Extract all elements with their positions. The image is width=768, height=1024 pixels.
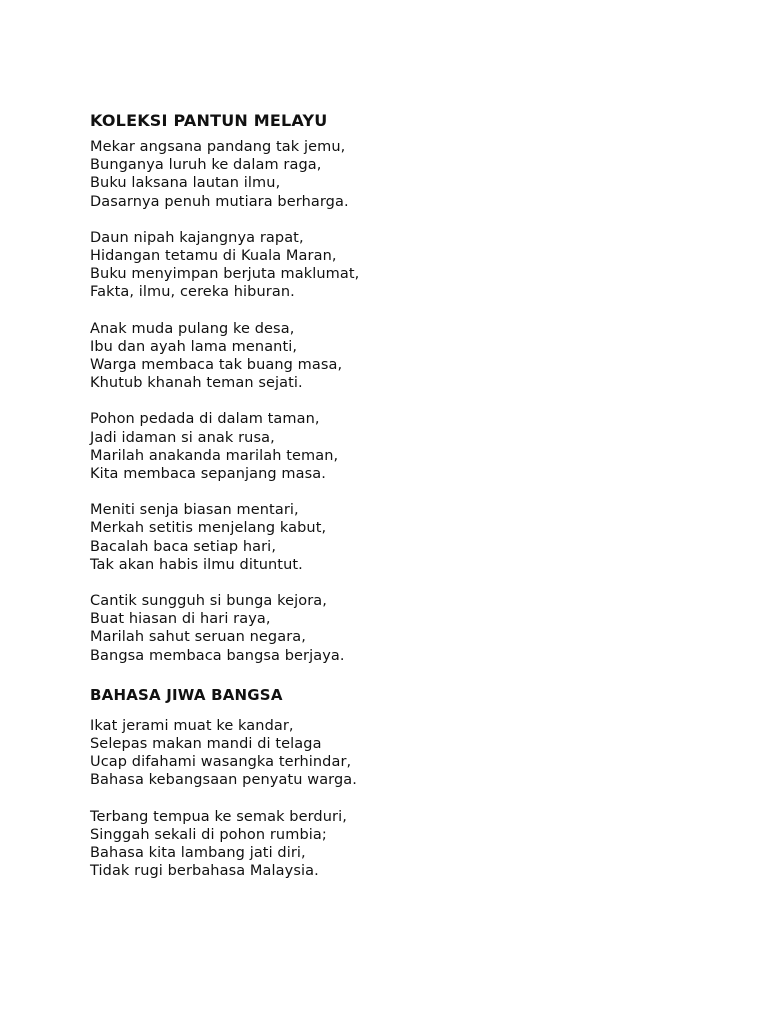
pantun-line: Pohon pedada di dalam taman, <box>90 411 320 428</box>
document-page <box>90 107 730 899</box>
pantun-stanza-6 <box>90 592 730 665</box>
section-title-bahasa-jiwa-bangsa: BAHASA JIWA BANGSA <box>90 685 283 704</box>
pantun-line: Marilah anakanda marilah teman, <box>90 447 339 464</box>
pantun-line: Bacalah baca setiap hari, <box>90 538 277 555</box>
pantun-line: Selepas makan mandi di telaga <box>90 736 322 753</box>
pantun-line: Kita membaca sepanjang masa. <box>90 466 326 483</box>
pantun-line: Mekar angsana pandang tak jemu, <box>90 139 346 155</box>
pantun-stanza-1 <box>90 138 730 211</box>
pantun-stanza-5 <box>90 501 730 574</box>
pantun-line: Cantik sungguh si bunga kejora, <box>90 593 327 610</box>
pantun-line: Buat hiasan di hari raya, <box>90 611 271 628</box>
pantun-line: Buku menyimpan berjuta maklumat, <box>90 266 360 283</box>
pantun-line: Hidangan tetamu di Kuala Maran, <box>90 248 337 265</box>
pantun-stanza-2 <box>90 229 730 302</box>
pantun-line: Daun nipah kajangnya rapat, <box>90 229 304 246</box>
pantun-stanza-8 <box>90 808 730 881</box>
pantun-line: Meniti senja biasan mentari, <box>90 502 299 519</box>
pantun-line: Khutub khanah teman sejati. <box>90 375 303 392</box>
pantun-line: Singgah sekali di pohon rumbia; <box>90 826 327 843</box>
pantun-line: Ikat jerami muat ke kandar, <box>90 717 294 734</box>
pantun-line: Merkah setitis menjelang kabut, <box>90 520 327 537</box>
pantun-line: Bunganya luruh ke dalam raga, <box>90 157 322 174</box>
pantun-line: Buku laksana lautan ilmu, <box>90 175 281 192</box>
pantun-line: Terbang tempua ke semak berduri, <box>90 808 347 825</box>
pantun-stanza-7 <box>90 717 730 790</box>
pantun-line: Tidak rugi berbahasa Malaysia. <box>90 863 319 880</box>
section-title-koleksi-pantun: KOLEKSI PANTUN MELAYU <box>90 111 328 130</box>
pantun-line: Dasarnya penuh mutiara berharga. <box>90 193 349 210</box>
pantun-line: Anak muda pulang ke desa, <box>90 320 295 337</box>
pantun-stanza-4 <box>90 410 730 483</box>
pantun-line: Ucap difahami wasangka terhindar, <box>90 754 352 771</box>
pantun-line: Ibu dan ayah lama menanti, <box>90 338 298 355</box>
pantun-line: Jadi idaman si anak rusa, <box>90 429 275 446</box>
pantun-line: Bahasa kebangsaan penyatu warga. <box>90 772 357 789</box>
pantun-line: Tak akan habis ilmu dituntut. <box>90 556 303 573</box>
pantun-stanza-3 <box>90 320 730 393</box>
pantun-line: Marilah sahut seruan negara, <box>90 629 306 646</box>
pantun-line: Bangsa membaca bangsa berjaya. <box>90 647 345 664</box>
pantun-line: Fakta, ilmu, cereka hiburan. <box>90 284 295 301</box>
pantun-line: Warga membaca tak buang masa, <box>90 357 343 374</box>
pantun-line: Bahasa kita lambang jati diri, <box>90 845 306 862</box>
